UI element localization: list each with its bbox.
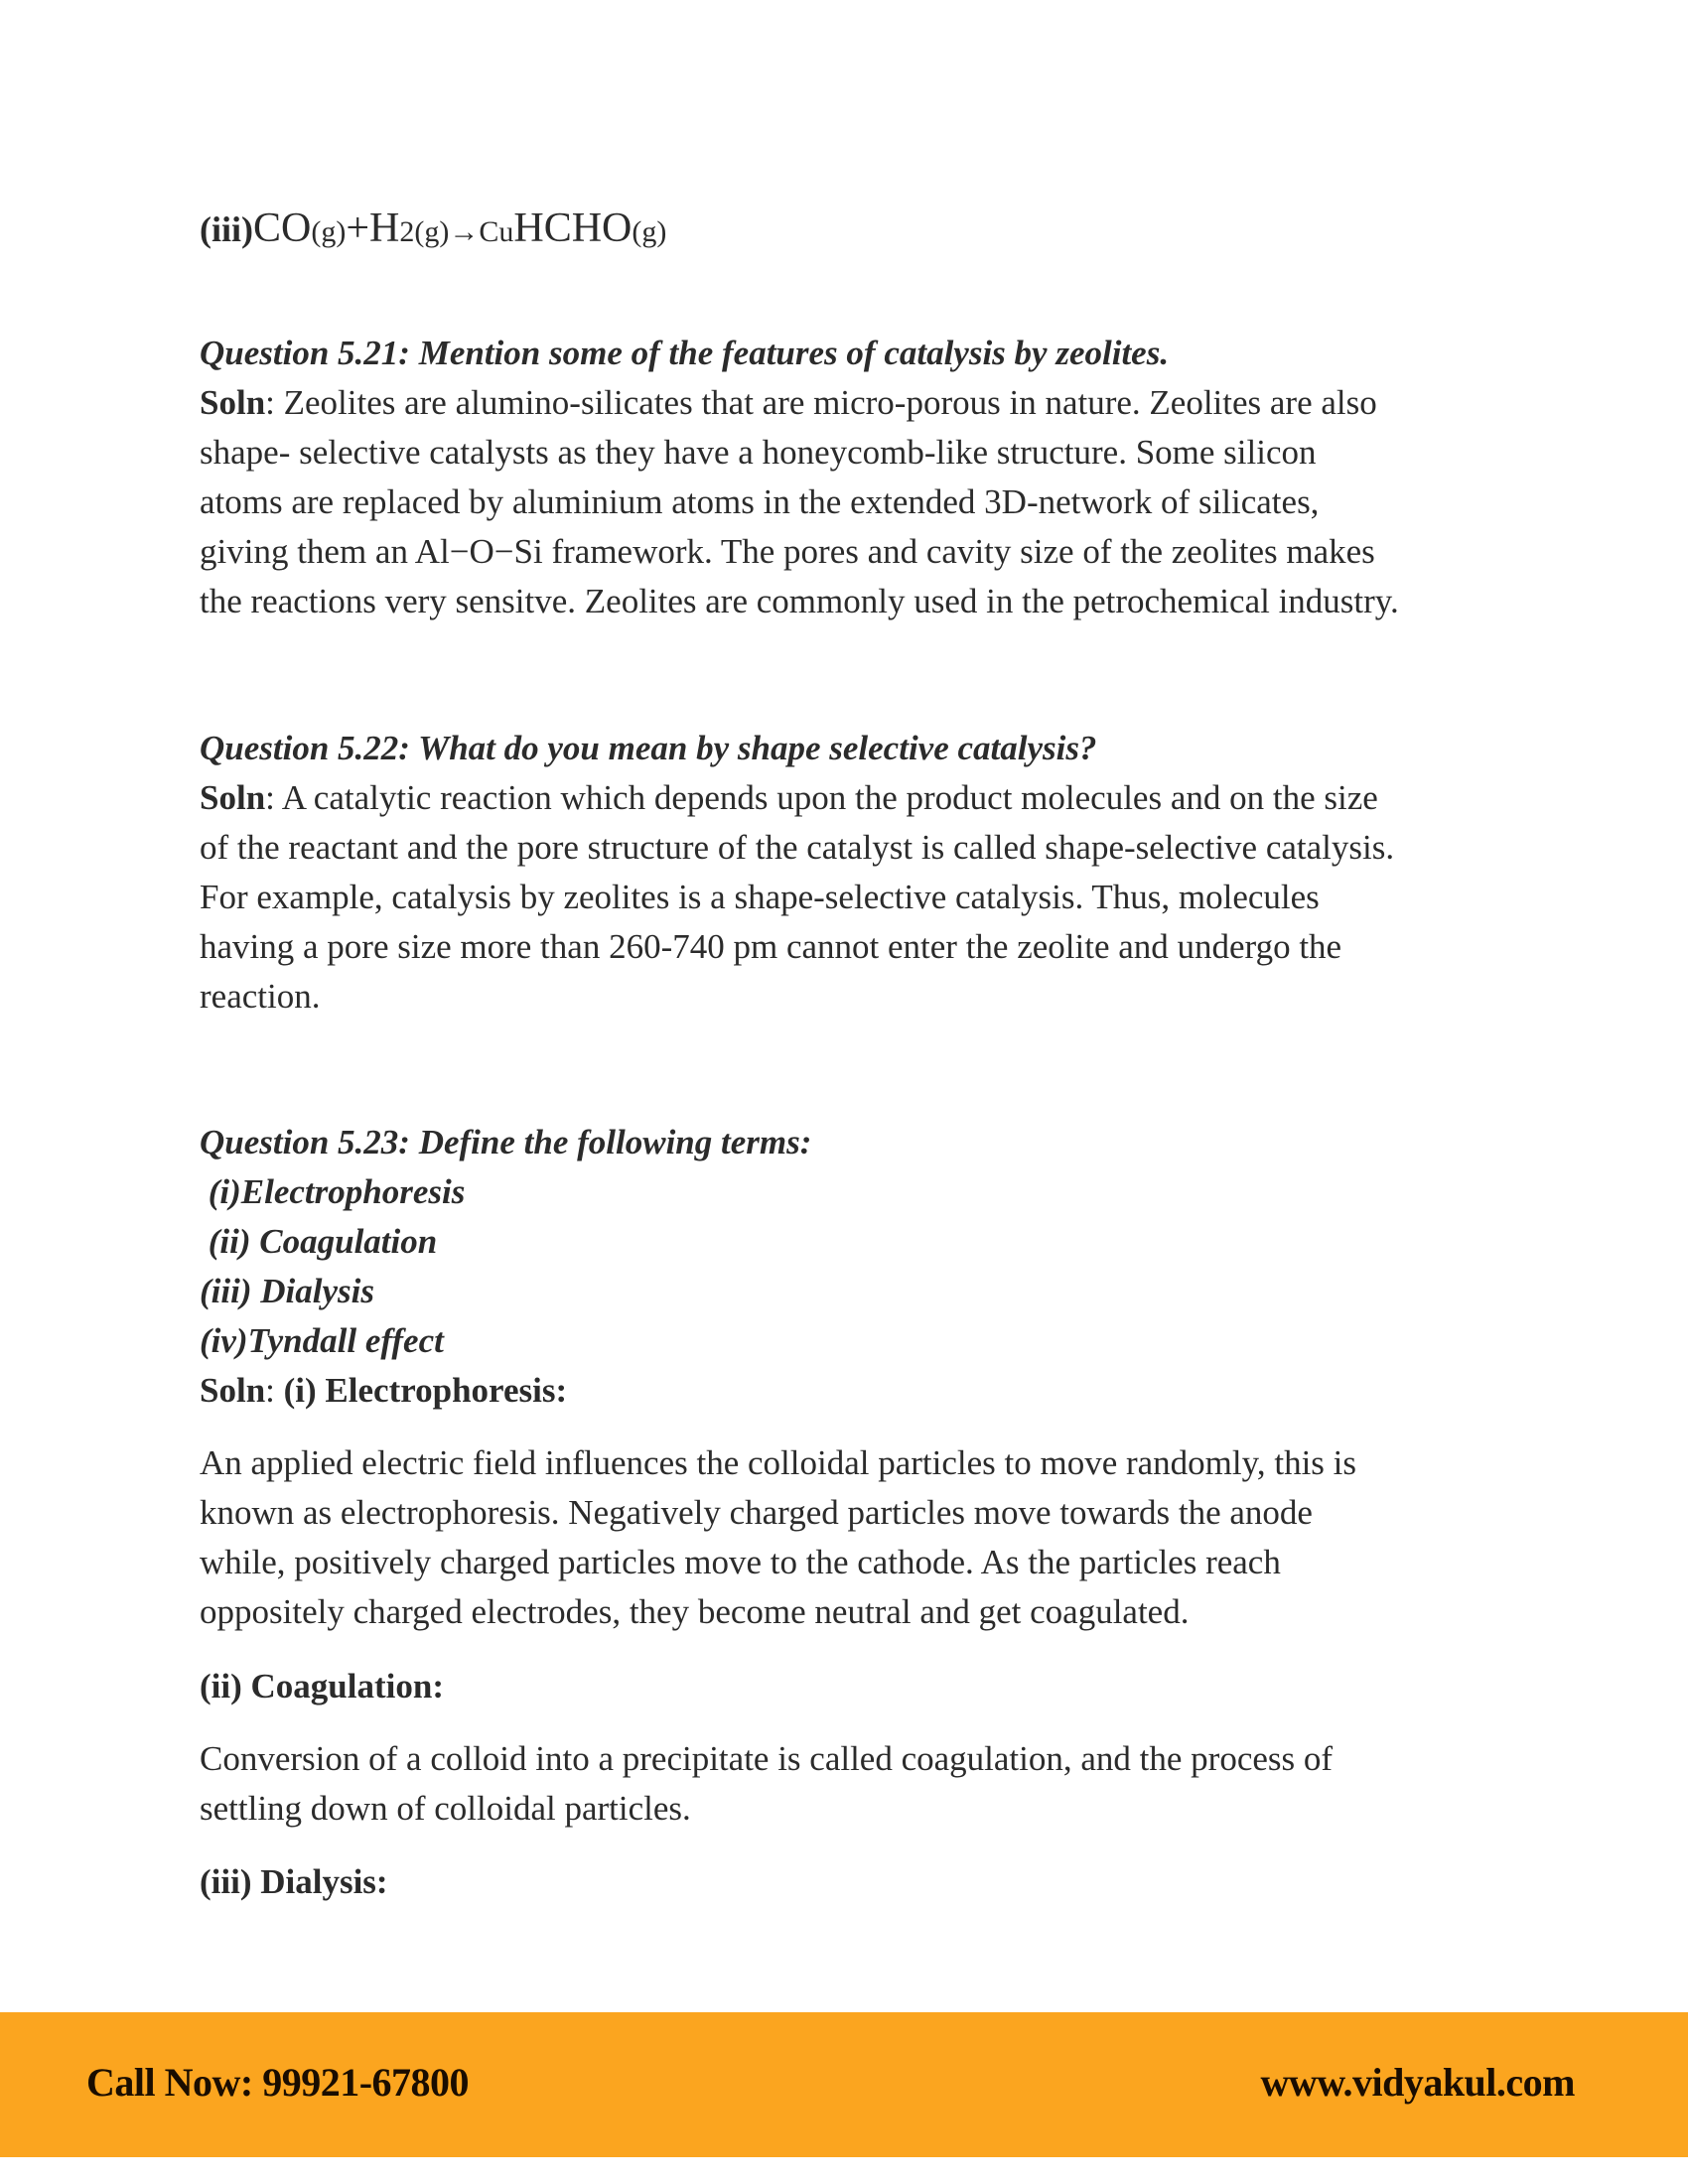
soln-separator: : [265,1371,284,1410]
electrophoresis-heading: (i) Electrophoresis: [283,1371,568,1410]
question-5-23-title: Question 5.23: Define the following terms: [200,1123,812,1161]
electrophoresis-line: An applied electric field influences the colloidal particles to move randomly, this is [200,1443,1357,1482]
question-5-21-answer-line: the reactions very sensitve. Zeolites are commonly used in the petrochemical industry. [200,582,1399,620]
footer-website-link[interactable]: www.vidyakul.com [1260,2060,1575,2105]
electrophoresis-line: known as electrophoresis. Negatively charged particles move towards the anode [200,1493,1313,1532]
term-tyndall-effect: (iv)Tyndall effect [200,1321,444,1360]
coagulation-line: settling down of colloidal particles. [200,1789,691,1828]
soln-label: Soln [200,778,266,817]
equation-subscript: 2(g) [399,215,450,248]
question-5-22-answer-line: reaction. [200,977,321,1016]
term-dialysis: (iii) Dialysis [200,1272,374,1310]
reaction-equation [200,205,666,256]
coagulation-heading: (ii) Coagulation: [200,1667,444,1706]
reaction-arrow-icon: → [449,215,480,248]
equation-reactant-h: +H [346,205,400,251]
soln-label: Soln [200,383,266,422]
question-5-21-answer-line [200,383,1377,423]
dialysis-heading: (iii) Dialysis: [200,1862,388,1901]
question-5-21-title: Question 5.21: Mention some of the features of catalysis by zeolites. [200,334,1170,372]
question-5-21-answer-line: shape- selective catalysts as they have a honeycomb-like structure. Some silicon [200,433,1317,472]
answer-text: : Zeolites are alumino-silicates that are micro-porous in nature. Zeolites are also [265,383,1377,422]
footer-phone[interactable]: Call Now: 99921-67800 [86,2060,470,2105]
electrophoresis-line: while, positively charged particles move to the cathode. As the particles reach [200,1543,1281,1581]
coagulation-line: Conversion of a colloid into a precipitate is called coagulation, and the process of [200,1739,1334,1778]
question-5-22-answer-line [200,778,1378,818]
electrophoresis-line: oppositely charged electrodes, they become neutral and get coagulated. [200,1592,1190,1631]
term-electrophoresis: (i)Electrophoresis [200,1172,466,1211]
question-5-22-title: Question 5.22: What do you mean by shape selective catalysis? [200,729,1097,767]
equation-product: HCHO [513,205,633,251]
question-5-22-answer-line: For example, catalysis by zeolites is a shape-selective catalysis. Thus, molecules [200,878,1320,916]
equation-state: (g) [311,215,347,248]
question-5-23-soln-heading [200,1371,567,1411]
term-coagulation: (ii) Coagulation [200,1222,438,1261]
question-5-22-answer-line: of the reactant and the pore structure of the catalyst is called shape-selective catalysis. [200,828,1395,867]
equation-state: (g) [632,215,667,248]
answer-text: : A catalytic reaction which depends upon the product molecules and on the size [265,778,1378,817]
question-5-21-answer-line: atoms are replaced by aluminium atoms in the extended 3D-network of silicates, [200,482,1320,521]
question-5-21-answer-line: giving them an Al−O−Si framework. The pores and cavity size of the zeolites makes [200,532,1375,571]
footer-banner [0,2012,1688,2157]
soln-label: Soln [200,1371,266,1410]
equation-catalyst: Cu [479,215,514,248]
equation-label: (iii) [200,209,253,249]
equation-reactant-co: CO [252,205,312,251]
question-5-22-answer-line: having a pore size more than 260-740 pm cannot enter the zeolite and undergo the [200,927,1342,966]
